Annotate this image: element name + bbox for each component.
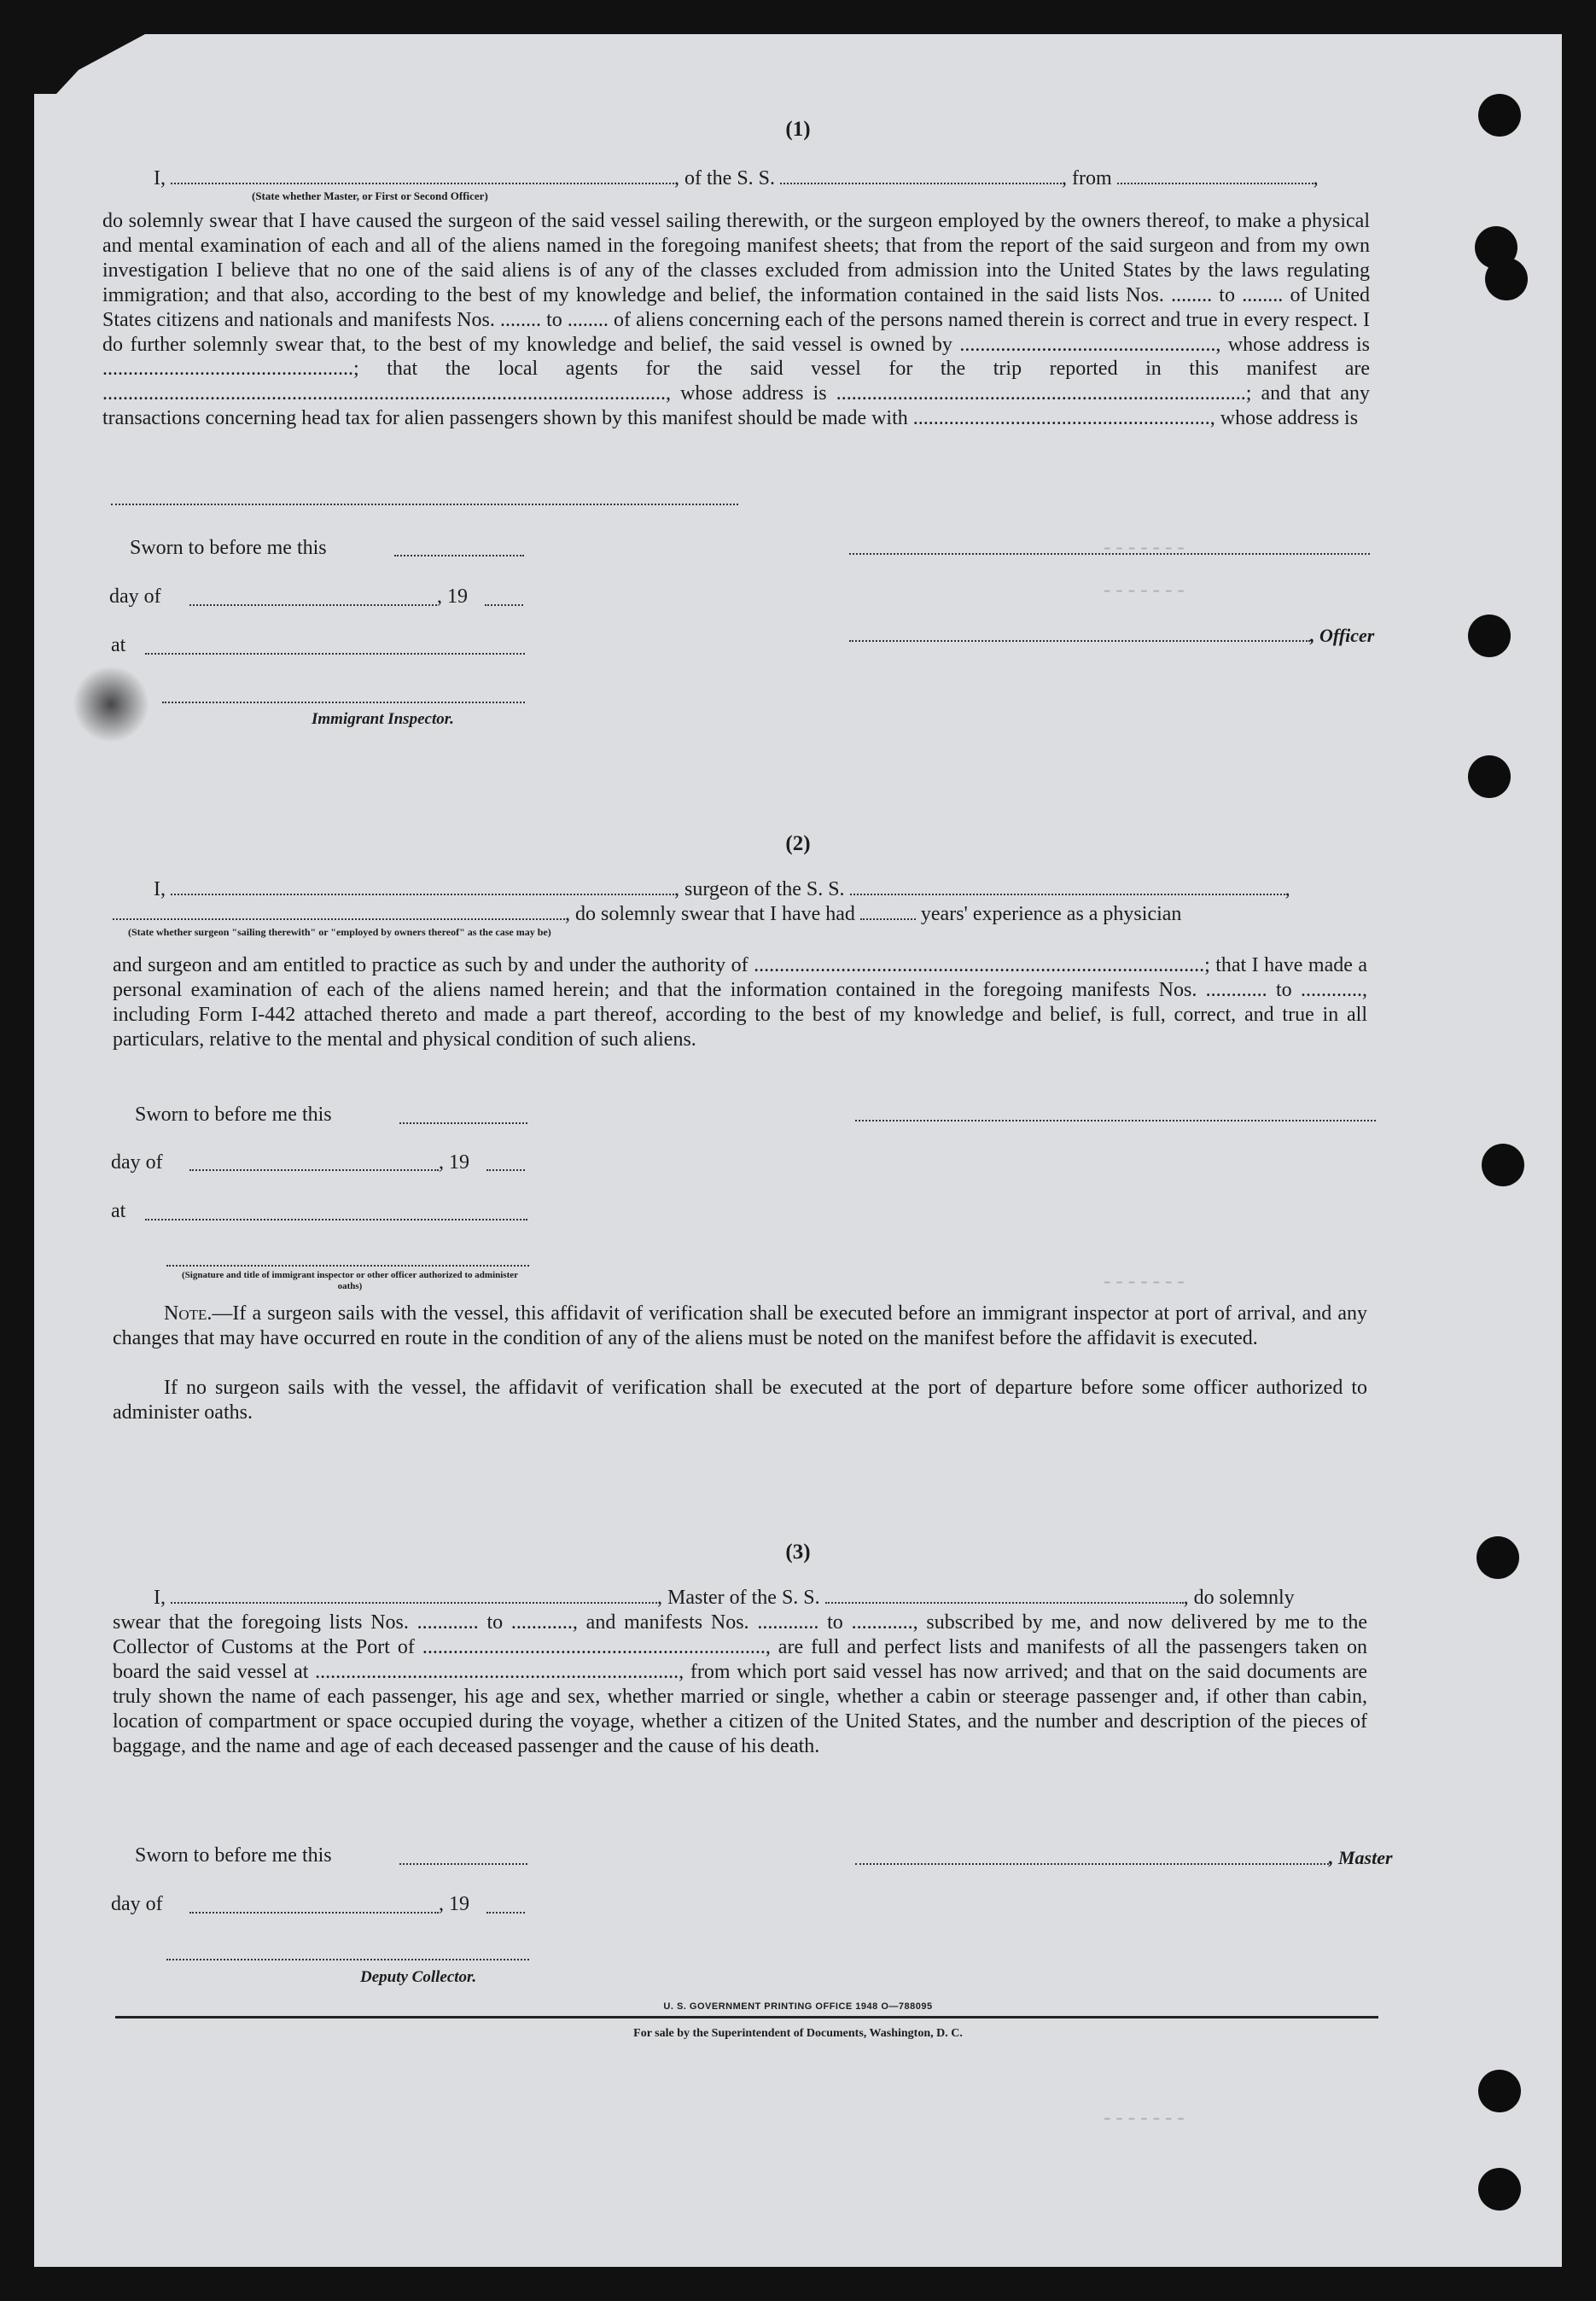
punch-hole <box>1468 755 1511 798</box>
s1-year-label: , 19 <box>437 585 468 608</box>
s2-line-1: I, , surgeon of the S. S. , <box>154 878 1290 900</box>
s2-surgeon-note: (State whether surgeon "sailing therewith" or "employed by owners thereof" as the case may be) <box>128 926 551 938</box>
s3-sworn-field[interactable] <box>399 1863 527 1865</box>
s2-years-field[interactable] <box>860 903 916 920</box>
s3-day-field[interactable] <box>189 1912 439 1914</box>
bleed-through-text: ------- <box>1101 538 1187 561</box>
s3-collector-signature-line[interactable] <box>166 1959 529 1960</box>
s2-line-2-mid: , do solemnly swear that I have had <box>565 903 855 925</box>
s3-year-label: , 19 <box>439 1893 469 1915</box>
bleed-through-text: ------- <box>1101 1272 1187 1295</box>
punch-hole <box>1482 1144 1524 1186</box>
s3-line-mid: , Master of the S. S. <box>657 1587 820 1609</box>
footer-rule <box>115 2016 1378 2018</box>
s1-from-field[interactable] <box>1117 167 1313 184</box>
s2-vessel-field[interactable] <box>850 878 1285 895</box>
s3-body: swear that the foregoing lists Nos. ............ to ............, and manifests Nos. ............ to ............, subscribed by me, and now delivered by me to the Collector of Customs at the Port of ..................................................................., are full and perfect lists and manifests of all the passengers taken on board the said vessel at ......................................................................., from which port said vessel has now arrived; and that on the said documents are truly shown the name of each passenger, his age and sex, whether married or single, whether a cabin or steerage passenger and, if other than cabin, location of compartment or space occupied during the voyage, whether a citizen of the United States, and the number and description of the pieces of baggage, and the name and age of each deceased passenger and the cause of his death. <box>113 1611 1367 1757</box>
s2-sworn-field[interactable] <box>399 1122 527 1124</box>
punch-hole <box>1478 2168 1521 2211</box>
punch-hole <box>1468 615 1511 657</box>
bleed-through-text: ------- <box>1101 2108 1187 2131</box>
s2-day-field[interactable] <box>189 1169 439 1171</box>
s2-line-start: I, <box>154 878 166 900</box>
section-1-number: (1) <box>785 118 811 141</box>
punch-hole <box>1485 258 1528 300</box>
s1-sworn-label: Sworn to before me this <box>130 537 327 559</box>
s1-inspector-label: Immigrant Inspector. <box>312 710 454 728</box>
for-sale-line: For sale by the Superintendent of Documents, Washington, D. C. <box>633 2027 963 2040</box>
s1-oath-line: I, , of the S. S. , from , <box>154 167 1319 189</box>
s1-officer-field[interactable] <box>171 167 674 184</box>
s1-at-label: at <box>111 634 126 656</box>
s1-officer-label: , Officer <box>1310 625 1375 646</box>
s2-surgeon-name-field[interactable] <box>171 878 674 895</box>
s3-day-of-label: day of <box>111 1893 163 1915</box>
s1-year-field[interactable] <box>485 604 523 606</box>
s3-sworn-label: Sworn to before me this <box>135 1844 332 1867</box>
s3-line-1 <box>154 1586 1295 1611</box>
s2-signature-line[interactable] <box>855 1120 1376 1121</box>
printing-office-line: U. S. GOVERNMENT PRINTING OFFICE 1948 O—788095 <box>663 2001 933 2012</box>
s1-day-field[interactable] <box>189 604 437 606</box>
s2-note-1 <box>113 1302 1367 1351</box>
s2-year-label: , 19 <box>439 1151 469 1174</box>
s2-inspector-signature-line[interactable] <box>166 1265 529 1267</box>
s1-officer-field-2[interactable] <box>849 640 1310 642</box>
s3-master-label: , Master <box>1329 1847 1393 1868</box>
s2-day-of-label: day of <box>111 1151 163 1174</box>
s1-address-line[interactable] <box>111 504 738 505</box>
s2-note-label: Note. <box>164 1302 213 1325</box>
s1-officer-note: (State whether Master, or First or Second Officer) <box>252 189 488 202</box>
s2-note-2: If no surgeon sails with the vessel, the affidavit of verification shall be executed at the port of departure before some officer authorized to administer oaths. <box>113 1377 1367 1424</box>
section-3-number: (3) <box>785 1541 811 1564</box>
s2-body: and surgeon and am entitled to practice as such by and under the authority of ........................................................................................; that I have made a personal examination of each of the aliens named herein; and that the information contained in the foregoing manifests Nos. ............ to ............, including Form I-442 attached thereto and made a part thereof, according to the best of my knowledge and belief, is full, correct, and true in all particulars, relative to the mental and physical condition of such aliens. <box>113 954 1367 1051</box>
bleed-through-text: ------- <box>1101 580 1187 603</box>
section-2-number: (2) <box>785 832 811 855</box>
s1-body: do solemnly swear that I have caused the surgeon of the said vessel sailing therewith, or the surgeon employed by the owners thereof, to make a physical and mental examination of each and all of the aliens named in the foregoing manifest sheets; that from the report of the said surgeon and from my own investigation I believe that no one of the said aliens is of any of the classes excluded from admission into the United States by the laws regulating immigration; and that also, according to the best of my knowledge and belief, the information contained in the said lists Nos. ........ to ........ of United States citizens and nationals and manifests Nos. ........ to ........ of aliens concerning each of the persons named therein is correct and true in every respect. I do further solemnly swear that, to the best of my knowledge and belief, the said vessel is owned by .................................................., whose address is .................................................; that the local agents for the said vessel for the trip reported in this manifest are .............................................................................................................., whose address is ................................................................................; and that any transactions concerning head tax for alien passengers shown by this manifest should be made with .........................................................., whose address is <box>102 210 1370 430</box>
s1-day-of-label: day of <box>109 585 161 608</box>
ink-smudge <box>73 666 149 743</box>
s1-line-end: , from <box>1062 167 1112 189</box>
s1-line-start: I, <box>154 167 166 189</box>
s2-signature-note: (Signature and title of immigrant inspector or other officer authorized to administer oaths) <box>181 1270 519 1291</box>
s2-line-2-end: years' experience as a physician <box>920 903 1182 925</box>
s2-line-mid: , surgeon of the S. S. <box>674 878 845 900</box>
s2-line-2 <box>113 902 1181 927</box>
s1-officer-signature-line[interactable] <box>849 553 1370 555</box>
s3-line-end: , do solemnly <box>1183 1587 1295 1609</box>
s1-sworn-field[interactable] <box>394 555 524 556</box>
torn-corner <box>34 34 145 94</box>
s3-year-field[interactable] <box>486 1912 525 1914</box>
s3-master-signature-line[interactable] <box>855 1863 1329 1865</box>
s2-sworn-label: Sworn to before me this <box>135 1104 332 1126</box>
s1-inspector-signature-line[interactable] <box>162 702 525 703</box>
s2-at-field[interactable] <box>145 1219 527 1220</box>
s1-at-field[interactable] <box>145 653 525 655</box>
punch-hole <box>1478 2070 1521 2112</box>
s1-line-mid: , of the S. S. <box>674 167 776 189</box>
s3-vessel-field[interactable] <box>825 1587 1184 1604</box>
manifest-form-page <box>34 34 1562 2267</box>
s2-surgeon-status-field[interactable] <box>113 903 565 920</box>
s3-collector-label: Deputy Collector. <box>360 1968 477 1986</box>
s3-master-name-field[interactable] <box>171 1587 657 1604</box>
s2-at-label: at <box>111 1200 126 1222</box>
s1-vessel-field[interactable] <box>780 167 1062 184</box>
s2-year-field[interactable] <box>486 1169 525 1171</box>
s2-note-1-text: —If a surgeon sails with the vessel, this affidavit of verification shall be executed before an immigrant inspector at port of arrival, and any changes that may have occurred en route in the condition of any of the aliens must be noted on the manifest before the affidavit is executed. <box>113 1302 1367 1349</box>
s3-line-start: I, <box>154 1587 166 1609</box>
